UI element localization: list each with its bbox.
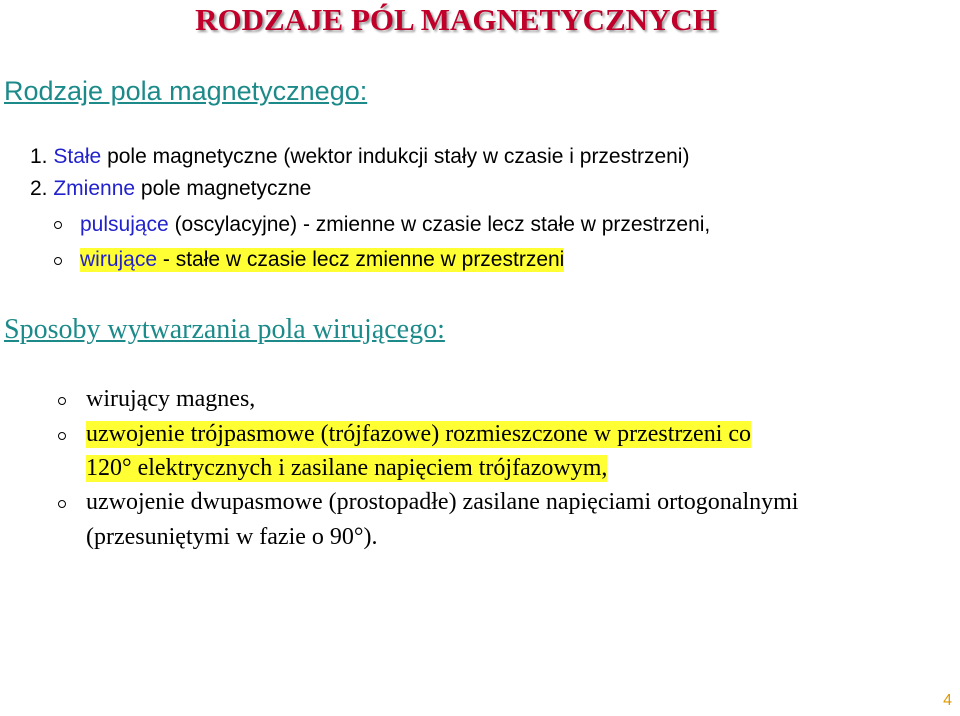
method-two-phase-line1: uzwojenie dwupasmowe (prostopadłe) zasilane napięciami ortogonalnymi — [86, 489, 799, 515]
keyword-pulsating: pulsujące — [80, 213, 169, 236]
item-text: pole magnetyczne — [135, 177, 312, 200]
list-item-static-field — [30, 145, 689, 169]
method-rotating-magnet: wirujący magnes, — [86, 386, 256, 412]
bullet-icon — [58, 500, 66, 508]
item-number: 2. — [30, 177, 48, 200]
section-heading-methods: Sposoby wytwarzania pola wirującego: — [4, 314, 445, 345]
bullet-icon — [58, 397, 66, 405]
bullet-text: (oscylacyjne) - zmienne w czasie lecz stałe w przestrzeni, — [168, 213, 711, 236]
method-two-phase-line2: (przesuniętymi w fazie o 90°). — [86, 524, 378, 550]
list-item-variable-field — [30, 177, 311, 201]
bullet-item-rotating — [80, 248, 564, 272]
bullet-icon — [54, 221, 62, 229]
method-three-phase-line1: uzwojenie trójpasmowe (trójfazowe) rozmieszczone w przestrzeni co — [86, 421, 752, 447]
keyword-variable: Zmienne — [53, 177, 136, 200]
method-three-phase-line2: 120° elektrycznych i zasilane napięciem trójfazowym, — [86, 455, 608, 481]
bullet-icon — [54, 257, 62, 265]
keyword-rotating: wirujące — [80, 248, 158, 271]
section-heading-types: Rodzaje pola magnetycznego: — [4, 76, 368, 106]
bullet-item-pulsating — [80, 213, 710, 237]
page-number: 4 — [943, 692, 952, 709]
bullet-text: - stałe w czasie lecz zmienne w przestrzeni — [157, 248, 565, 271]
item-text: pole magnetyczne (wektor indukcji stały w czasie i przestrzeni) — [101, 145, 690, 168]
item-number: 1. — [30, 145, 48, 168]
page-title: RODZAJE PÓL MAGNETYCZNYCH — [195, 2, 717, 37]
keyword-static: Stałe — [53, 145, 102, 168]
bullet-icon — [58, 432, 66, 440]
